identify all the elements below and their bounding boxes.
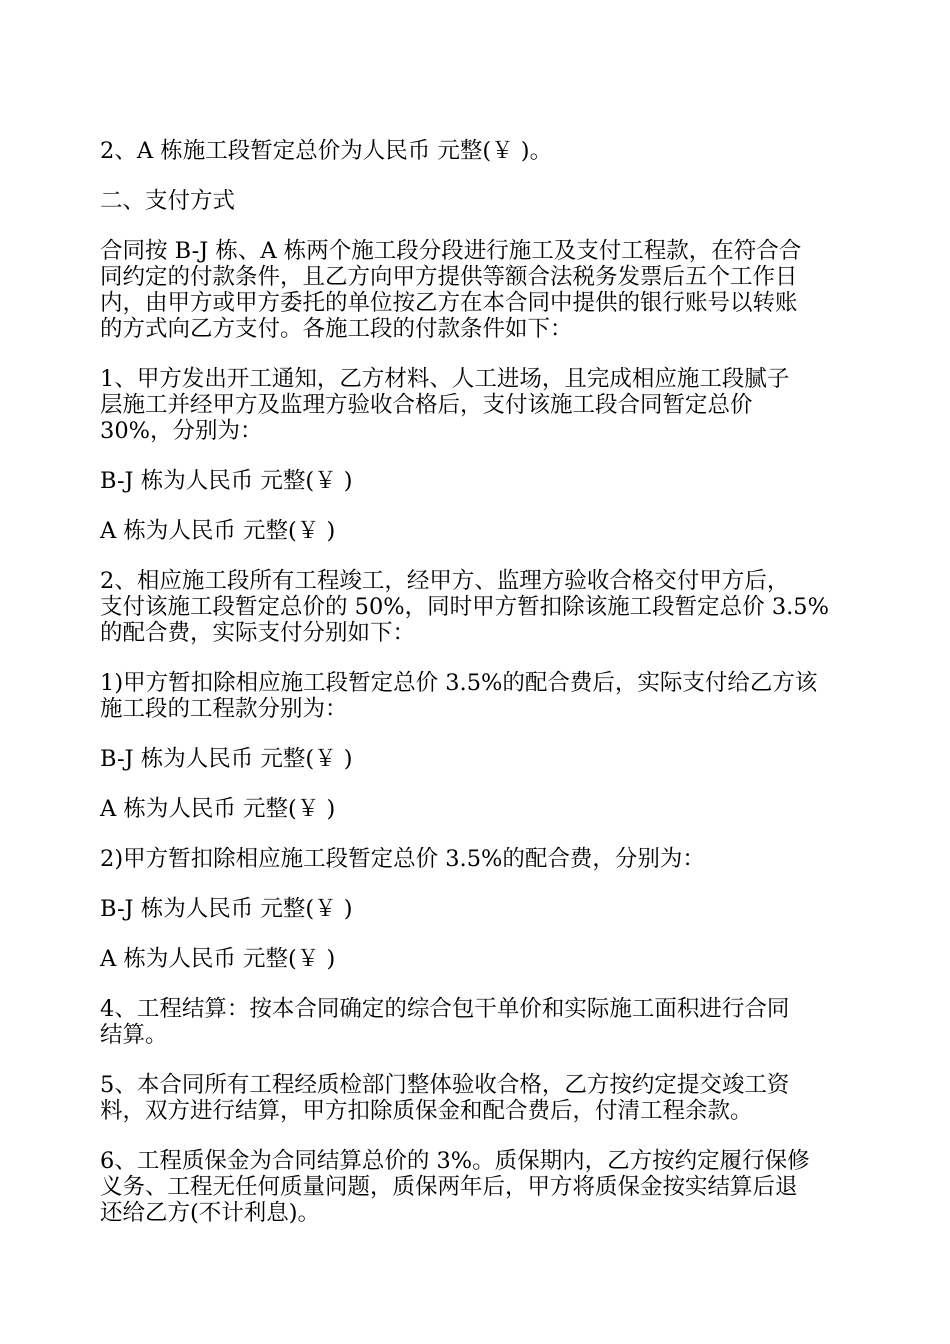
paragraph-bj-amount xyxy=(100,746,852,772)
text-line: 二、支付方式 xyxy=(100,188,236,214)
paragraph-a-amount xyxy=(100,946,852,972)
section-heading-payment-method xyxy=(100,188,852,214)
text-line: 2、相应施工段所有工程竣工，经甲方、监理方验收合格交付甲方后， xyxy=(100,568,790,594)
text-line: 义务、工程无任何质量问题，质保两年后，甲方将质保金按实结算后退 xyxy=(100,1174,798,1200)
text-line: 2)甲方暂扣除相应施工段暂定总价 3.5%的配合费，分别为： xyxy=(100,846,705,872)
text-line: 层施工并经甲方及监理方验收合格后，支付该施工段合同暂定总价 xyxy=(100,392,753,418)
text-line: 的配合费，实际支付分别如下： xyxy=(100,620,416,646)
text-line: 料，双方进行结算，甲方扣除质保金和配合费后，付清工程余款。 xyxy=(100,1098,753,1124)
text-line: 支付该施工段暂定总价的 50%，同时甲方暂扣除该施工段暂定总价 3.5% xyxy=(100,594,829,620)
text-line: 同约定的付款条件，且乙方向甲方提供等额合法税务发票后五个工作日 xyxy=(100,264,798,290)
text-line: 还给乙方(不计利息)。 xyxy=(100,1200,321,1226)
text-line: B-J 栋为人民币 元整(￥ ) xyxy=(100,468,353,494)
paragraph-clause-1 xyxy=(100,366,852,444)
paragraph-subclause-2 xyxy=(100,846,852,872)
text-line: A 栋为人民币 元整(￥ ) xyxy=(100,518,336,544)
paragraph-price-a-building xyxy=(100,138,852,164)
paragraph-subclause-1 xyxy=(100,670,852,722)
text-line: A 栋为人民币 元整(￥ ) xyxy=(100,796,336,822)
text-line: 内，由甲方或甲方委托的单位按乙方在本合同中提供的银行账号以转账 xyxy=(100,290,798,316)
paragraph-clause-5 xyxy=(100,1072,852,1124)
text-line: 6、工程质保金为合同结算总价的 3%。质保期内，乙方按约定履行保修 xyxy=(100,1148,810,1174)
text-line: 30%，分别为： xyxy=(100,418,263,444)
paragraph-a-amount xyxy=(100,518,852,544)
paragraph-payment-intro xyxy=(100,238,852,342)
paragraph-clause-6 xyxy=(100,1148,852,1226)
paragraph-clause-2 xyxy=(100,568,852,646)
paragraph-bj-amount xyxy=(100,468,852,494)
text-line: 合同按 B-J 栋、A 栋两个施工段分段进行施工及支付工程款，在符合合 xyxy=(100,238,802,264)
paragraph-clause-4 xyxy=(100,996,852,1048)
text-line: 1)甲方暂扣除相应施工段暂定总价 3.5%的配合费后，实际支付给乙方该 xyxy=(100,670,818,696)
text-line: 结算。 xyxy=(100,1022,168,1048)
text-line: 2、A 栋施工段暂定总价为人民币 元整(￥ )。 xyxy=(100,138,553,164)
document-page xyxy=(100,138,852,1250)
text-line: 5、本合同所有工程经质检部门整体验收合格，乙方按约定提交竣工资 xyxy=(100,1072,790,1098)
text-line: 施工段的工程款分别为： xyxy=(100,696,348,722)
text-line: A 栋为人民币 元整(￥ ) xyxy=(100,946,336,972)
text-line: 的方式向乙方支付。各施工段的付款条件如下： xyxy=(100,316,573,342)
paragraph-a-amount xyxy=(100,796,852,822)
paragraph-bj-amount xyxy=(100,896,852,922)
text-line: B-J 栋为人民币 元整(￥ ) xyxy=(100,896,353,922)
text-line: 1、甲方发出开工通知，乙方材料、人工进场，且完成相应施工段腻子 xyxy=(100,366,790,392)
text-line: 4、工程结算：按本合同确定的综合包干单价和实际施工面积进行合同 xyxy=(100,996,790,1022)
text-line: B-J 栋为人民币 元整(￥ ) xyxy=(100,746,353,772)
